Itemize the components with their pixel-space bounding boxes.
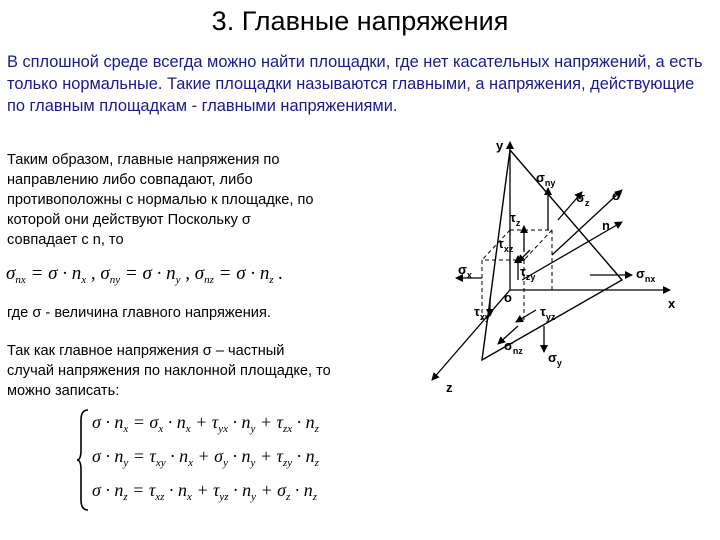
sigma-nz-label: $\sigma_{nz}$ xyxy=(504,338,523,356)
sigma-y-label: $\sigma_y$ xyxy=(548,350,562,368)
page-title: 3. Главные напряжения xyxy=(211,6,509,36)
tau-xz-label: $\tau_{xz}$ xyxy=(498,236,514,254)
tau-zy-label: $\tau_{zy}$ xyxy=(520,264,536,282)
text-line: Таким образом, главные напряжения по xyxy=(7,152,280,168)
z-axis-label: z xyxy=(446,380,453,395)
text-line: направлению либо совпадают, либо xyxy=(7,172,253,188)
sigma-nx-label: $\sigma_{nx}$ xyxy=(636,266,656,284)
origin-label: o xyxy=(504,290,512,305)
equation-row: $\sigma \cdot n_z = \tau_{xz} \cdot n_x + \tau_{yz} \cdot n_y + \sigma_z \cdot n_z$ xyxy=(92,480,318,503)
tau-z-label: $\tau_z$ xyxy=(510,210,521,228)
tau-xy-label: $\tau_{xy}$ xyxy=(474,304,490,322)
text-line: которой они действуют Поскольку σ xyxy=(7,212,251,228)
z-axis xyxy=(432,290,510,380)
principal-stress-note: где σ - величина главного напряжения. xyxy=(7,305,271,321)
intro-paragraph: В сплошной среде всегда можно найти площадки, где нет касательных напряжений, а есть только нормальные. Такие площадки называются главными, а напряжения, действующие по главным площадкам - главными напряжениями. xyxy=(7,53,703,115)
normal-label: n xyxy=(602,218,610,233)
sigma-label: σ xyxy=(612,188,621,203)
sigma-ny-label: $\sigma_{ny}$ xyxy=(536,170,556,188)
equation-row: $\sigma \cdot n_x = \sigma_x \cdot n_x + \tau_{yx} \cdot n_y + \tau_{zx} \cdot n_z$ xyxy=(92,412,319,435)
equation-brace xyxy=(76,408,90,512)
equation-row: $\sigma \cdot n_y = \tau_{xy} \cdot n_x + \sigma_y \cdot n_y + \tau_{zy} \cdot n_z$ xyxy=(92,446,319,469)
normal-stress-formula: $\sigma_{nx} = \sigma \cdot n_x$ , $\sigma_{ny} = \sigma \cdot n_y$ , $\sigma_{nz} = \sigma \cdot n_z$ . xyxy=(6,263,284,286)
stress-diagram xyxy=(412,130,712,410)
text-line: противоположны с нормалью к площадке, по xyxy=(7,192,314,208)
text-line: можно записать: xyxy=(7,383,120,399)
sigma-z-label: $\sigma_z$ xyxy=(576,190,590,208)
tau-yz-label: $\tau_{yz}$ xyxy=(540,304,556,322)
text-line: совпадает с n, то xyxy=(7,232,124,248)
x-axis-label: x xyxy=(668,296,676,311)
y-axis-label: y xyxy=(496,138,504,153)
text-line: Так как главное напряжения σ – частный xyxy=(7,343,285,359)
sigma-x-label: $\sigma_x$ xyxy=(458,262,472,280)
text-line: случай напряжения по наклонной площадке, то xyxy=(7,363,331,379)
